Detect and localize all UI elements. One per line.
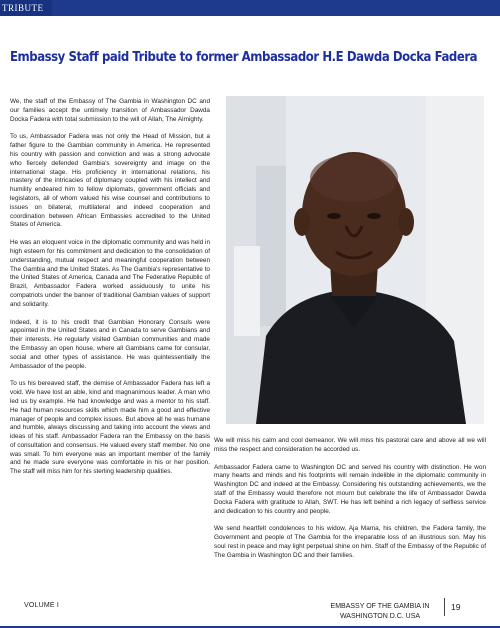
paragraph: Indeed, it is to his credit that Gambian Honorary Consuls were appointed in the United States and in Canada to serve Gambians and their interests. He regularly visited Gambian communities and made the Embassy an open house, where all Gambians came for consular, social and other types of assistance. He was quintessentially the Ambassador of the people. — [10, 318, 210, 370]
footer-volume: VOLUME I — [24, 602, 60, 609]
ambassador-portrait — [226, 96, 484, 424]
paragraph: We will miss his calm and cool demeanor. We will miss his pastoral care and above all we will miss the respect and consideration he accorded us. — [214, 437, 486, 453]
top-banner — [0, 0, 500, 16]
paragraph: Ambassador Fadera came to Washington DC and served his country with distinction. He won many hearts and minds and his footprints will remain indelible in the diplomatic community in Washington DC and indeed at the Embassy. Considering his outstanding achievements, we the staff of the Embassy would therefore not mourn but celebrate the life of Ambassador Dawda Docka Fadera with gratitude to Allah, SWT. He has left behind a rich legacy of selfless service and dedication to his country and people. — [214, 463, 486, 515]
article-title: Embassy Staff paid Tribute to former Ambassador H.E Dawda Docka Fadera — [10, 50, 478, 65]
section-tab: TRIBUTE — [0, 0, 52, 16]
paragraph: We send heartfelt condolences to his widow, Aja Mama, his children, the Fadera family, the Government and people of The Gambia for the irreparable loss of an illustrious son. May his soul rest in peace and may light perpetual shine on him. Staff of the Embassy of the Republic of The Gambia in Washington DC and their families. — [214, 525, 486, 559]
paragraph: We, the staff of the Embassy of The Gambia in Washington DC and our families accept the untimely transition of Ambassador Dawda Docka Fadera with total submission to the will of Allah, The Almighty. — [10, 98, 210, 123]
portrait-photo-icon — [226, 96, 484, 424]
footer-divider — [444, 598, 445, 616]
paragraph: To us, Ambassador Fadera was not only the Head of Mission, but a father figure to the Gambian community in America. He represented his country with passion and conviction and was a strong advocate who fiercely defended Gambia's sovereignty and image on the international stage. His proficiency in international relations, his mastery of the intricacies of diplomacy coupled with his intellect and humility endeared him to fellow diplomats, government officials and legislators, all of whom valued his wise counsel and contributions to issues on bilateral, multilateral and indeed cooperation and coordination between African Embassies accredited to the United States of America. — [10, 133, 210, 229]
footer-embassy — [318, 602, 442, 622]
page-number: 19 — [451, 602, 461, 612]
paragraph: To us his bereaved staff, the demise of Ambassador Fadera has left a void. We have lost an able, kind and magnanimous leader. A man who led us by example. He had knowledge and was a mentor to his staff. He had human resources skills which made him a good and effective manager of people and complex issues. But above all he was humane and humble, always discussing and taking into account the views and ideas of his staff. Ambassador Fadera ran the Embassy on the basis of consultation and consensus. He valued every staff member. No one was small. To him everyone was an important member of the family and he made sure everyone was comfortable in his or her position. The staff will miss him for his sterling leadership qualities. — [10, 380, 210, 476]
footer-embassy-line2: WASHINGTON D.C. USA — [339, 613, 421, 620]
footer-embassy-line1: EMBASSY OF THE GAMBIA IN — [330, 603, 430, 610]
right-column — [214, 437, 486, 570]
paragraph: He was an eloquent voice in the diplomatic community and was held in high esteem for his commitment and dedication to the consolidation of understanding, mutual respect and meaningful cooperation between The Gambia and the United States. As The Gambia's representative to the United States of America, Canada and The Federative Republic of Brazil, Ambassador Fadera worked assiduously to unite his compatriots under the banner of traditional Gambian values of support and solidarity. — [10, 239, 210, 308]
left-column — [10, 98, 210, 486]
